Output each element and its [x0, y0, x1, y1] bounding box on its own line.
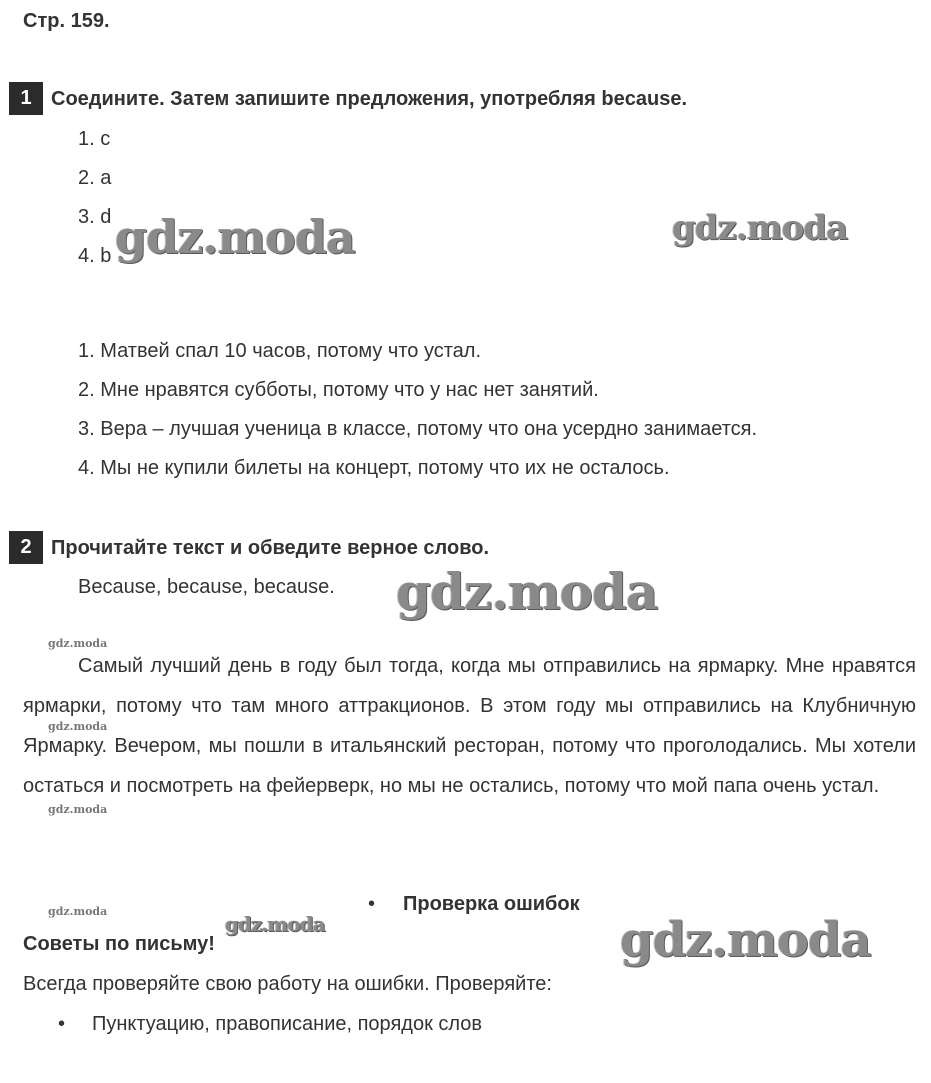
match-item: 3. d: [78, 206, 112, 228]
sentence-item: 2. Мне нравятся субботы, потому что у нас нет занятий.: [78, 379, 599, 401]
task-1-badge: 1: [9, 82, 43, 115]
sentence-item: 3. Вера – лучшая ученица в классе, потому что она усердно занимается.: [78, 418, 758, 440]
watermark-logo: gdz.moda: [396, 562, 658, 621]
watermark-logo: gdz.moda: [115, 210, 355, 264]
sentence-item: 1. Матвей спал 10 часов, потому что устал.: [78, 340, 482, 362]
task-2-title: Прочитайте текст и обведите верное слово.: [51, 537, 490, 559]
writing-tips-title: Советы по письму!: [23, 933, 215, 955]
task-2-answer: Because, because, because.: [78, 576, 335, 598]
task-2-paragraph: Самый лучший день в году был тогда, когда мы отправились на ярмарку. Мне нравятся ярмарки, потому что там много аттракционов. В этом году мы отправились на Клубничную Ярмарку. Вечером, мы пошли в итальянский ресторан, потому что проголодались. Мы хотели остаться и посмотреть на фейерверк, но мы не остались, потому что мой папа очень устал.: [23, 655, 916, 797]
watermark-small: gdz.moda: [48, 637, 108, 650]
bullet-icon: •: [58, 1013, 66, 1035]
match-item: 4. b: [78, 245, 112, 267]
watermark-small: gdz.moda: [48, 905, 108, 918]
watermark-logo: gdz.moda: [620, 912, 871, 968]
bullet-icon: •: [368, 893, 376, 915]
check-errors-heading: Проверка ошибок: [403, 893, 580, 915]
watermark-logo: gdz.moda: [225, 912, 325, 936]
page-number: Стр. 159.: [23, 10, 110, 32]
watermark-small: gdz.moda: [48, 803, 108, 816]
task-1-title: Соедините. Затем запишите предложения, употребляя because.: [51, 88, 688, 110]
task-2-badge: 2: [9, 531, 43, 564]
match-item: 1. c: [78, 128, 111, 150]
sentence-item: 4. Мы не купили билеты на концерт, потому что их не осталось.: [78, 457, 670, 479]
tips-list-item: Пунктуацию, правописание, порядок слов: [92, 1013, 483, 1035]
watermark-logo: gdz.moda: [672, 208, 848, 248]
match-item: 2. a: [78, 167, 112, 189]
writing-tips-intro: Всегда проверяйте свою работу на ошибки. Проверяйте:: [23, 973, 552, 995]
watermark-small: gdz.moda: [48, 720, 108, 733]
